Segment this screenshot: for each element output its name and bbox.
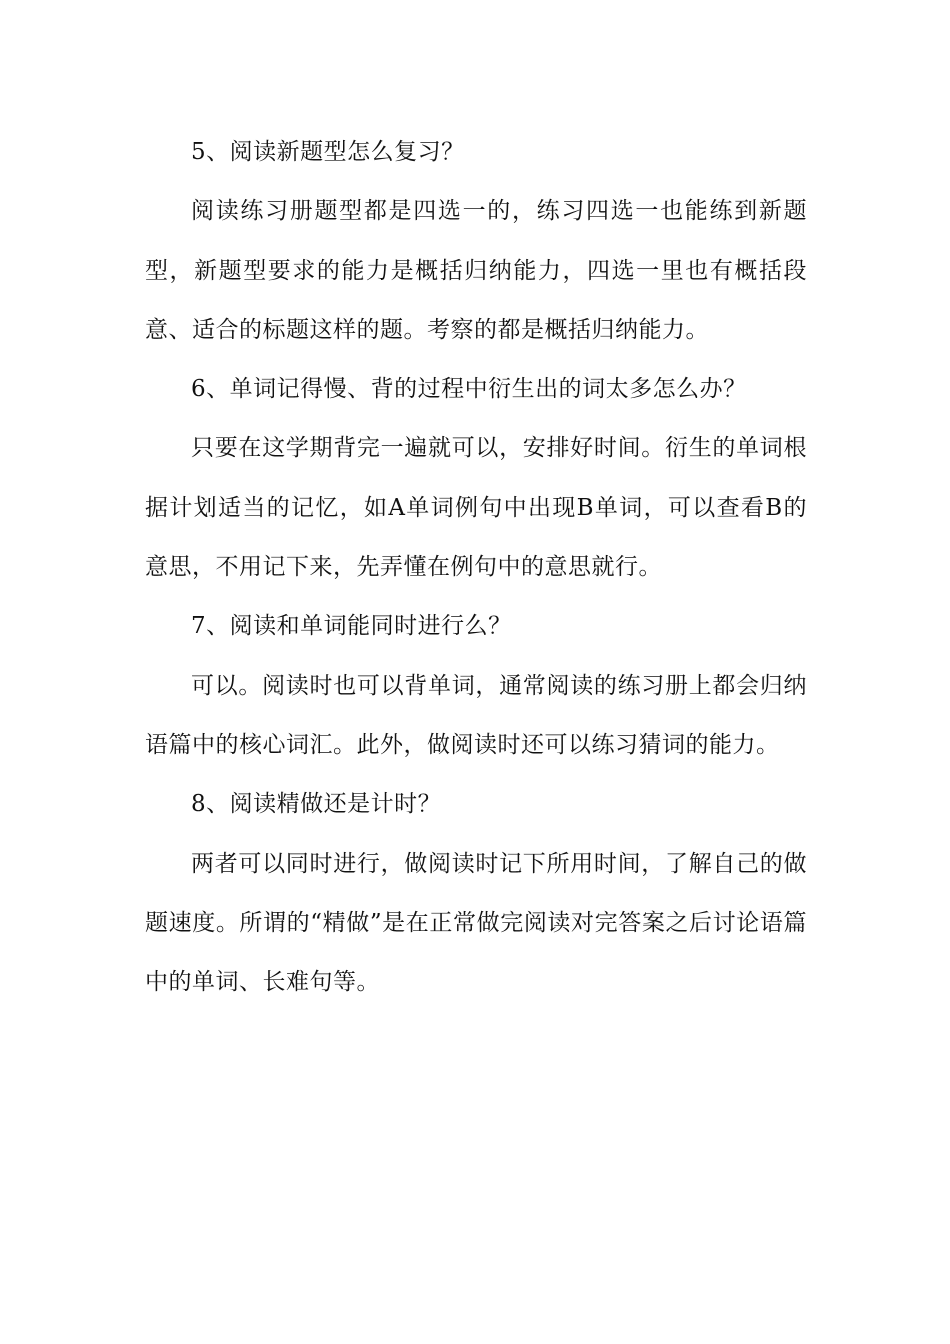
document-body [145, 123, 807, 1012]
question-5: 5、阅读新题型怎么复习？ [191, 139, 465, 165]
answer-5: 阅读练习册题型都是四选一的，练习四选一也能练到新题型，新题型要求的能力是概括归纳能力，四选一里也有概括段意、适合的标题这样的题。考察的都是概括归纳能力。 [145, 198, 807, 343]
answer-8: 两者可以同时进行，做阅读时记下所用时间，了解自己的做题速度。所谓的“精做”是在正常做完阅读对完答案之后讨论语篇中的单词、长难句等。 [145, 850, 807, 996]
answer-6: 只要在这学期背完一遍就可以，安排好时间。衍生的单词根据计划适当的记忆，如A单词例句中出现B单词，可以查看B的意思，不用记下来，先弄懂在例句中的意思就行。 [145, 435, 807, 581]
answer-7: 可以。阅读时也可以背单词，通常阅读的练习册上都会归纳语篇中的核心词汇。此外，做阅读时还可以练习猜词的能力。 [145, 672, 807, 758]
question-8: 8、阅读精做还是计时？ [191, 791, 442, 818]
question-6: 6、单词记得慢、背的过程中衍生出的词太多怎么办？ [191, 376, 747, 403]
question-7: 7、阅读和单词能同时进行么？ [191, 613, 512, 640]
